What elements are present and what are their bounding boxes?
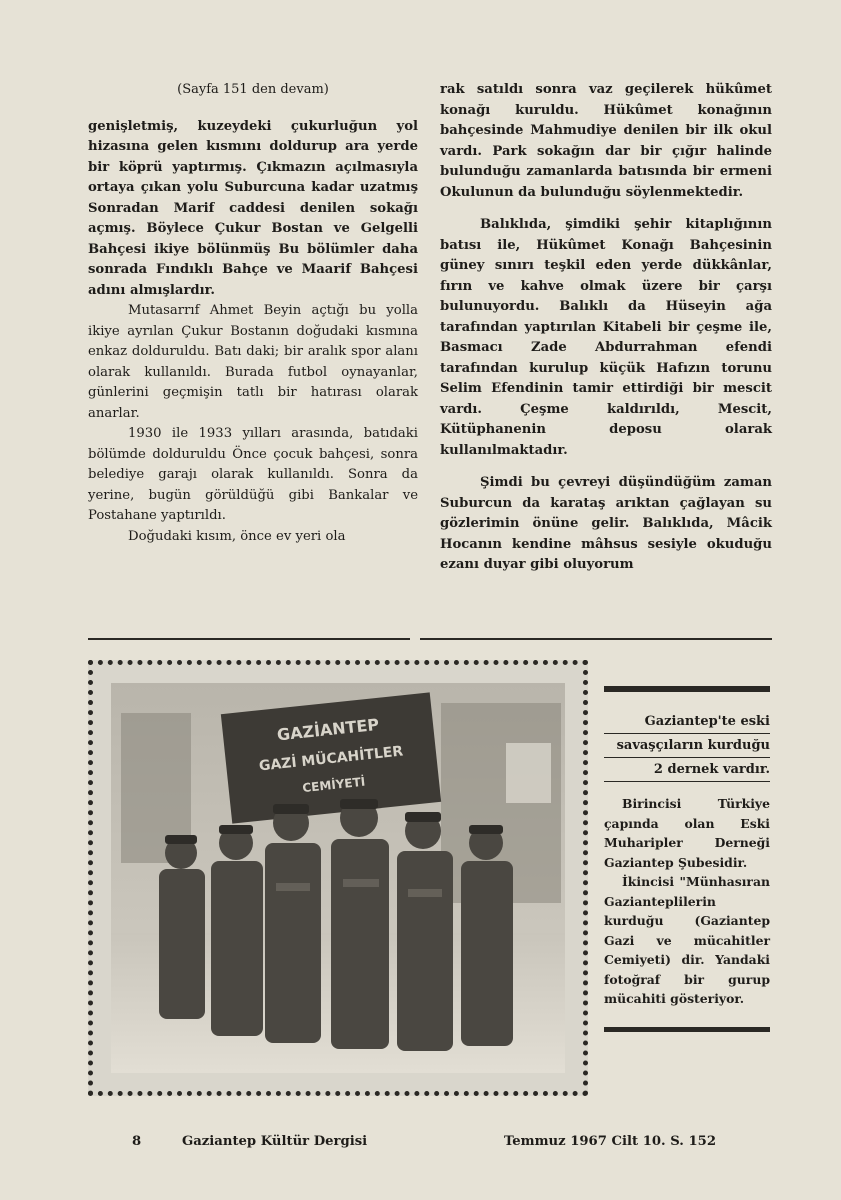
- banner-line: GAZİ MÜCAHİTLER: [258, 743, 404, 775]
- column-divider-rule: [420, 638, 772, 640]
- sidebar-heading: [604, 710, 770, 782]
- banner-line: GAZİANTEP: [276, 714, 380, 745]
- sidebar-heading-line: savaşçıların kurduğu: [604, 734, 770, 758]
- article-paragraph: rak satıldı sonra vaz geçilerek hükûmet konağı kuruldu. Hükûmet konağının bahçesinde Mahmudiye denilen bir ilk okul vardı. Park sokağın dar bir çığır halinde bulunduğu zamanlarda batısında bir ermeni Okulunun da bulunduğu söylenmektedir.: [440, 82, 772, 200]
- article-paragraph: genişletmiş, kuzeydeki çukurluğun yol hizasına gelen kısmını doldurup ara yerde bir köprü yaptırmış. Çıkmazın açılmasıyla ortaya çıkan yolu Suburcuna kadar uzatmış Sonradan Marif caddesi denilen sokağı açmış. Böylece Çukur Bostan ve Gelgelli Bahçesi ikiye bölünmüş Bu bölümler daha sonrada Fındıklı Bahçe ve Maarif Bahçesi adını almışlardır.: [88, 118, 418, 298]
- banner-line: CEMİYETİ: [301, 774, 366, 796]
- sidebar-paragraph: Birincisi Türkiye çapında olan Eski Muharipler Derneği Gaziantep Şubesidir.: [604, 796, 770, 870]
- issue-info: Temmuz 1967 Cilt 10. S. 152: [503, 1134, 716, 1149]
- sidebar-box: [604, 686, 770, 1032]
- page-number: 8: [132, 1134, 142, 1149]
- sidebar-bottom-rule: [604, 1027, 770, 1032]
- continuation-note: (Sayfa 151 den devam): [177, 82, 329, 97]
- article-paragraph: Mutasarrıf Ahmet Beyin açtığı bu yolla ikiye ayrılan Çukur Bostanın doğudaki kısmına enkaz dolduruldu. Batı daki; bir aralık spor alanı olarak kullanıldı. Burada futbol oynayanlar, günlerini geçmişin tatlı bir hatırası olarak anarlar.: [88, 303, 418, 421]
- sidebar-top-rule: [604, 686, 770, 692]
- article-paragraph: Balıklıda, şimdiki şehir kitaplığının batısı ile, Hükûmet Konağı Bahçesinin güney sınırı teşkil eden yerde dükkânlar, fırın ve kahve olmak üzere bir çarşı bulunuyordu. Balıklı da Hüseyin ağa tarafından yaptırılan Kitabeli bir çeşme ile, Basmacı Zade Abdurrahman efendi tarafından kurulup küçük Hafızın torunu Selim Efendinin tamir ettirdiği bir mescit vardı. Çeşme kaldırıldı, Mescit, Kütüphanenin deposu olarak kullanılmaktadır.: [440, 217, 772, 458]
- sidebar-paragraph: İkincisi "Münhasıran Gazianteplilerin kurduğu (Gaziantep Gazi ve mücahitler Cemiyeti) dir. Yandaki fotoğraf bir gurup mücahiti gösteriyor.: [604, 874, 770, 1006]
- column-divider-rule: [88, 638, 410, 640]
- photo-frame: [88, 660, 588, 1096]
- left-article-column: [88, 80, 418, 547]
- magazine-title: Gaziantep Kültür Dergisi: [182, 1134, 368, 1149]
- photo-illustration: [111, 683, 565, 1073]
- sidebar-heading-line: 2 dernek vardır.: [604, 758, 770, 782]
- article-paragraph: Şimdi bu çevreyi düşündüğüm zaman Suburcun da karataş arıktan çağlayan su gözlerimin önüne gelir. Balıklıda, Mâcik Hocanın kendine mâhsus sesiyle okuduğu ezanı duyar gibi oluyorum: [440, 475, 772, 572]
- sidebar-body: [604, 794, 770, 1009]
- article-paragraph: Doğudaki kısım, önce ev yeri ola: [128, 528, 346, 544]
- article-paragraph: 1930 ile 1933 yılları arasında, batıdaki bölümde dolduruldu Önce çocuk bahçesi, sonra belediye garajı olarak kullanıldı. Sonra da yerine, bugün görüldüğü gibi Bankalar ve Postahane yaptırıldı.: [88, 426, 418, 523]
- veterans-group-photo: [111, 683, 565, 1073]
- right-article-column: [440, 80, 772, 576]
- sidebar-heading-line: Gaziantep'te eski: [604, 710, 770, 734]
- cemiyet-banner: [221, 692, 441, 823]
